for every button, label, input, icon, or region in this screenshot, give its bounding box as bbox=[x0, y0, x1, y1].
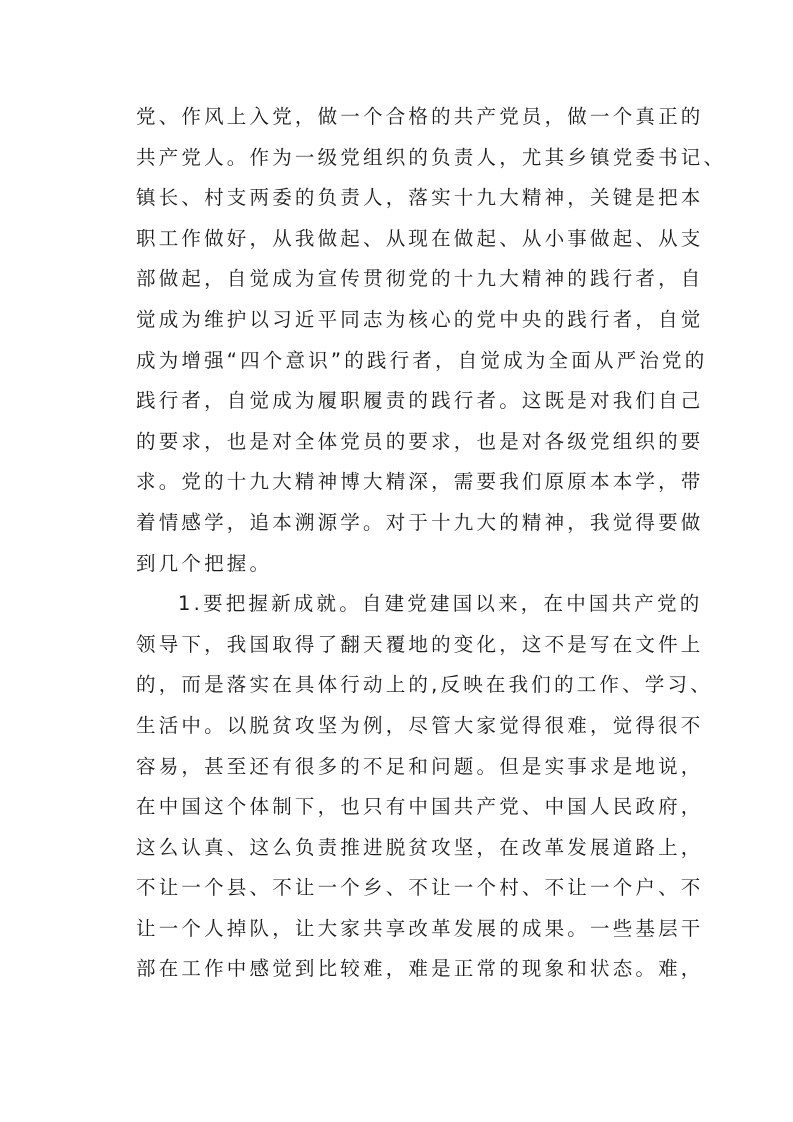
document-page bbox=[136, 97, 727, 990]
text-line: 镇长、村支两委的负责人，落实十九大精神，关键是把本 bbox=[136, 186, 704, 210]
paragraph-1 bbox=[136, 97, 727, 584]
text-line: 党、作风上入党，做一个合格的共产党员，做一个真正的 bbox=[136, 105, 704, 128]
text-line: 生活中。以脱贫攻坚为例，尽管大家觉得很难，觉得很不 bbox=[136, 713, 704, 737]
text-line: 让一个人掉队，让大家共享改革发展的成果。一些基层干 bbox=[136, 916, 704, 940]
paragraph-2 bbox=[136, 584, 713, 990]
text-line: 共产党人。作为一级党组织的负责人，尤其乡镇党委书记、 bbox=[136, 145, 727, 169]
text-line: 容易，甚至还有很多的不足和问题。但是实事求是地说， bbox=[136, 754, 704, 778]
text-line: 的要求，也是对全体党员的要求，也是对各级党组织的要 bbox=[136, 429, 704, 453]
text-line-indented: 1.要把握新成就。自建党建国以来，在中国共产党的 bbox=[178, 592, 703, 616]
text-line: 职工作做好，从我做起、从现在做起、从小事做起、从支 bbox=[136, 226, 704, 250]
text-line: 成为增强“四个意识”的践行者，自觉成为全面从严治党的 bbox=[136, 348, 708, 372]
text-line: 部做起，自觉成为宣传贯彻党的十九大精神的践行者，自 bbox=[136, 267, 704, 291]
text-line: 在中国这个体制下，也只有中国共产党、中国人民政府， bbox=[136, 795, 704, 819]
text-line: 着情感学，追本溯源学。对于十九大的精神，我觉得要做 bbox=[136, 510, 704, 534]
text-line: 领导下，我国取得了翻天覆地的变化，这不是写在文件上 bbox=[136, 632, 704, 656]
text-line: 求。党的十九大精神博大精深，需要我们原原本本学，带 bbox=[136, 470, 704, 494]
text-line: 这么认真、这么负责推进脱贫攻坚，在改革发展道路上， bbox=[136, 835, 704, 859]
text-line: 到几个把握。 bbox=[136, 551, 273, 575]
text-line: 不让一个县、不让一个乡、不让一个村、不让一个户、不 bbox=[136, 876, 704, 900]
text-line: 觉成为维护以习近平同志为核心的党中央的践行者，自觉 bbox=[136, 307, 704, 331]
text-line: 的，而是落实在具体行动上的,反映在我们的工作、学习、 bbox=[136, 673, 713, 697]
text-line: 践行者，自觉成为履职履责的践行者。这既是对我们自己 bbox=[136, 389, 704, 413]
text-line: 部在工作中感觉到比较难，难是正常的现象和状态。难， bbox=[136, 957, 704, 981]
